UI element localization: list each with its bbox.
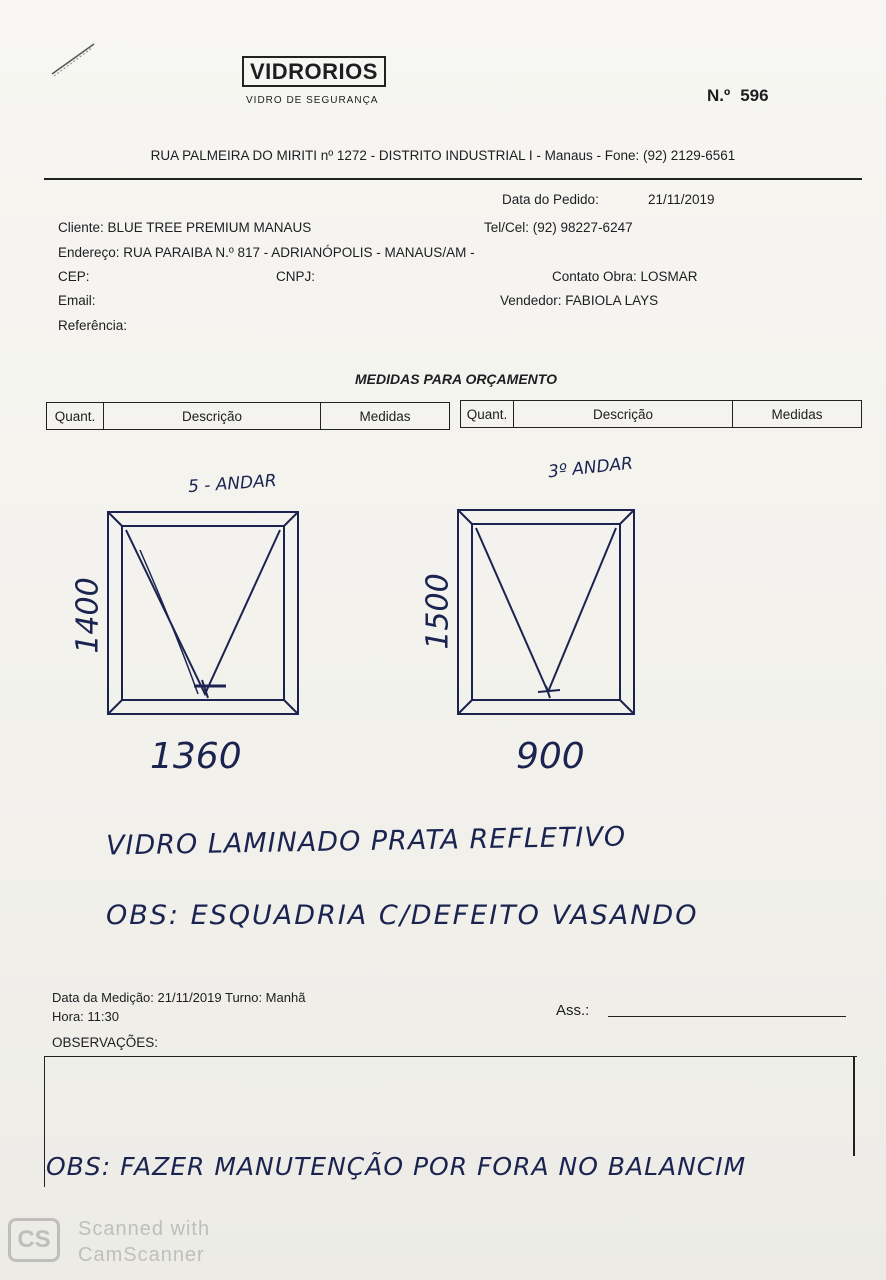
order-date-value: 21/11/2019: [648, 192, 715, 207]
company-logo: [242, 56, 412, 106]
observations-box-right-edge: [853, 1056, 855, 1156]
cnpj-label: CNPJ:: [276, 269, 316, 284]
order-number-label: N.º: [707, 86, 731, 105]
order-number-value: 596: [740, 86, 769, 105]
logo-name: VIDRORIOS: [242, 56, 386, 87]
client-phone: Tel/Cel: (92) 98227-6247: [484, 220, 633, 235]
handwritten-height-left: 1400: [70, 577, 106, 654]
order-number: [707, 86, 769, 106]
measure-time: Hora: 11:30: [52, 1009, 119, 1024]
header-divider: [44, 178, 862, 180]
signature-line: [608, 1016, 846, 1017]
company-address: RUA PALMEIRA DO MIRITI nº 1272 - DISTRITO INDUSTRIAL I - Manaus - Fone: (92) 2129-6561: [150, 148, 736, 163]
col-measures: Medidas: [359, 408, 411, 424]
measures-title: MEDIDAS PARA ORÇAMENTO: [355, 371, 557, 387]
watermark-line-1: Scanned with: [78, 1218, 211, 1240]
window-drawing-right: [458, 510, 634, 714]
measures-table-left: [46, 402, 450, 430]
observations-label: OBSERVAÇÕES:: [52, 1035, 159, 1050]
client-name: Cliente: BLUE TREE PREMIUM MANAUS: [58, 220, 312, 235]
col-description: Descrição: [514, 401, 733, 427]
camscanner-logo: CS: [8, 1218, 60, 1262]
watermark-text: [78, 1216, 210, 1268]
handwritten-glass-note: VIDRO LAMINADO PRATA REFLETIVO: [105, 821, 627, 862]
measure-date: Data da Medição: 21/11/2019 Turno: Manhã: [52, 990, 306, 1005]
col-description: Descrição: [104, 403, 321, 429]
watermark-line-2: CamScanner: [78, 1244, 205, 1266]
site-contact: Contato Obra: LOSMAR: [552, 269, 698, 284]
cep-label: CEP:: [58, 269, 90, 284]
email-label: Email:: [58, 293, 96, 308]
pen-stroke-mark: [48, 40, 100, 80]
handwritten-obs-note: OBS: ESQUADRIA C/DEFEITO VASANDO: [106, 900, 699, 931]
col-quantity: Quant.: [47, 403, 104, 429]
col-measures: Medidas: [771, 406, 823, 422]
client-address: Endereço: RUA PARAIBA N.º 817 - ADRIANÓPOLIS - MANAUS/AM -: [58, 245, 475, 260]
order-date-label: Data do Pedido:: [502, 192, 599, 207]
camscanner-watermark: [8, 1216, 268, 1276]
col-quantity: Quant.: [461, 401, 514, 427]
logo-tagline: VIDRO DE SEGURANÇA: [246, 95, 379, 106]
signature-label: Ass.:: [556, 1002, 590, 1019]
measures-table-right: [460, 400, 862, 428]
reference-label: Referência:: [58, 318, 128, 333]
handwritten-height-right: 1500: [420, 573, 456, 650]
window-drawing-left: [108, 512, 298, 714]
handwritten-width-right: 900: [516, 736, 585, 777]
handwritten-floor-left: 5 - ANDAR: [187, 470, 278, 498]
seller-name: Vendedor: FABIOLA LAYS: [500, 293, 659, 308]
handwritten-floor-right: 3º ANDAR: [547, 453, 634, 483]
handwritten-bottom-note: OBS: FAZER MANUTENÇÃO POR FORA NO BALANCIM: [46, 1152, 747, 1181]
handwritten-width-left: 1360: [150, 736, 242, 777]
